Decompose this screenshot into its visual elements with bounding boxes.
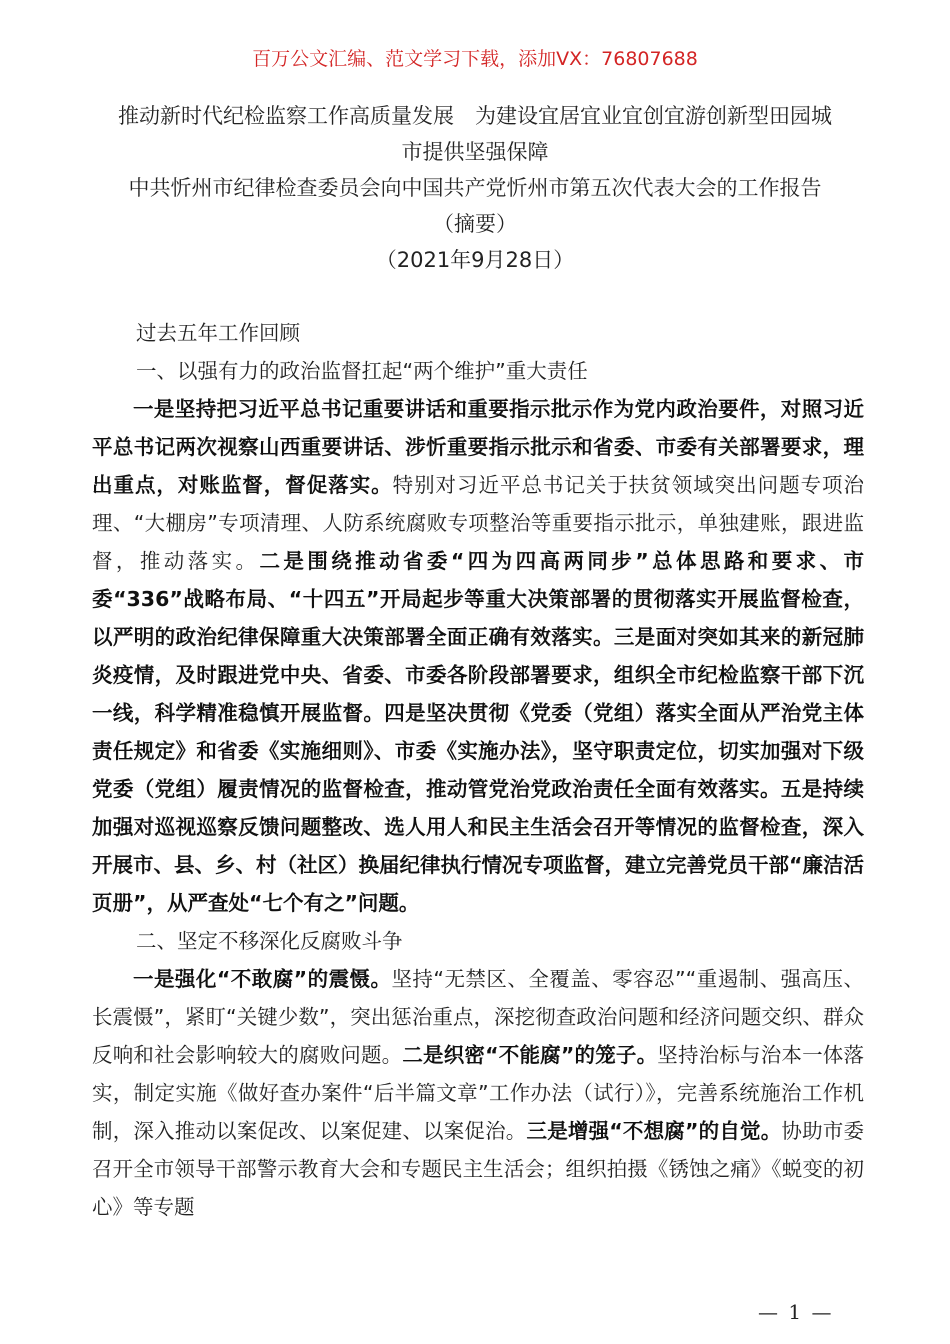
document-body — [92, 314, 864, 1226]
watermark-banner: 百万公文汇编、范文学习下载，添加VX：76807688 — [252, 48, 698, 70]
body-text: 特别对习近平总书记关于扶贫领域突出问题专项治理、“大棚房”专项清理、人防系统腐败专项整治等重要指示批示，单独建账，跟进监督，推动落实。 — [92, 473, 865, 573]
title-line-1: 推动新时代纪检监察工作高质量发展 为建设宜居宜业宜创宜游创新型田园城 — [118, 104, 832, 128]
title-line-4: （摘要） — [433, 212, 517, 236]
body-text: 协助市委召开全市领导干部警示教育大会和专题民主生活会；组织拍摄《锈蚀之痛》《蜕变的初心》等专题 — [92, 1119, 864, 1219]
document-title — [60, 98, 890, 278]
bold-text: 三是增强“不想腐”的自觉。 — [526, 1119, 782, 1143]
section-title: 过去五年工作回顾 — [136, 321, 300, 345]
page-number: — 1 — — [758, 1300, 834, 1324]
section-2-paragraph — [92, 960, 864, 1226]
bold-text: 一是坚持把习近平总书记重要讲话和重要指示批示作为党内政治要件，对照习近平总书记两次视察山西重要讲话、涉忻重要指示批示和省委、市委有关部署要求，理出重点，对账监督，督促落实。 — [92, 397, 864, 497]
body-text: 坚持“无禁区、全覆盖、零容忍”“重遏制、强高压、长震慑”，紧盯“关键少数”，突出惩治重点，深挖彻查政治问题和经济问题交织、群众反响和社会影响较大的腐败问题。 — [92, 967, 864, 1067]
section-2-heading: 二、坚定不移深化反腐败斗争 — [136, 929, 403, 953]
title-line-3: 中共忻州市纪律检查委员会向中国共产党忻州市第五次代表大会的工作报告 — [128, 176, 822, 200]
title-line-5: （2021年9月28日） — [375, 248, 575, 272]
section-1-paragraph — [92, 390, 864, 922]
bold-text: 二是围绕推动省委“四为四高两同步”总体思路和要求、市委“336”战略布局、“十四五”开局起步等重大决策部署的贯彻落实开展监督检查，以严明的政治纪律保障重大决策部署全面正确有效落实。三是面对突如其来的新冠肺炎疫情，及时跟进党中央、省委、市委各阶段部署要求，组织全市纪检监察干部下沉一线，科学精准稳慎开展监督。四是坚决贯彻《党委（党组）落实全面从严治党主体责任规定》和省委《实施细则》、市委《实施办法》，坚守职责定位，切实加强对下级党委（党组）履责情况的监督检查，推动管党治党政治责任全面有效落实。五是持续加强对巡视巡察反馈问题整改、选人用人和民主生活会召开等情况的监督检查，深入开展市、县、乡、村（社区）换届纪律执行情况专项监督，建立完善党员干部“廉洁活页册”，从严查处“七个有之”问题。 — [92, 549, 864, 915]
body-text: 坚持治标与治本一体落实，制定实施《做好查办案件“后半篇文章”工作办法（试行）》，完善系统施治工作机制，深入推动以案促改、以案促建、以案促治。 — [92, 1043, 864, 1143]
bold-text: 二是织密“不能腐”的笼子。 — [402, 1043, 658, 1067]
bold-text: 一是强化“不敢腐”的震慑。 — [133, 967, 392, 991]
section-1-heading: 一、以强有力的政治监督扛起“两个维护”重大责任 — [136, 359, 588, 383]
title-line-2: 市提供坚强保障 — [401, 140, 549, 164]
